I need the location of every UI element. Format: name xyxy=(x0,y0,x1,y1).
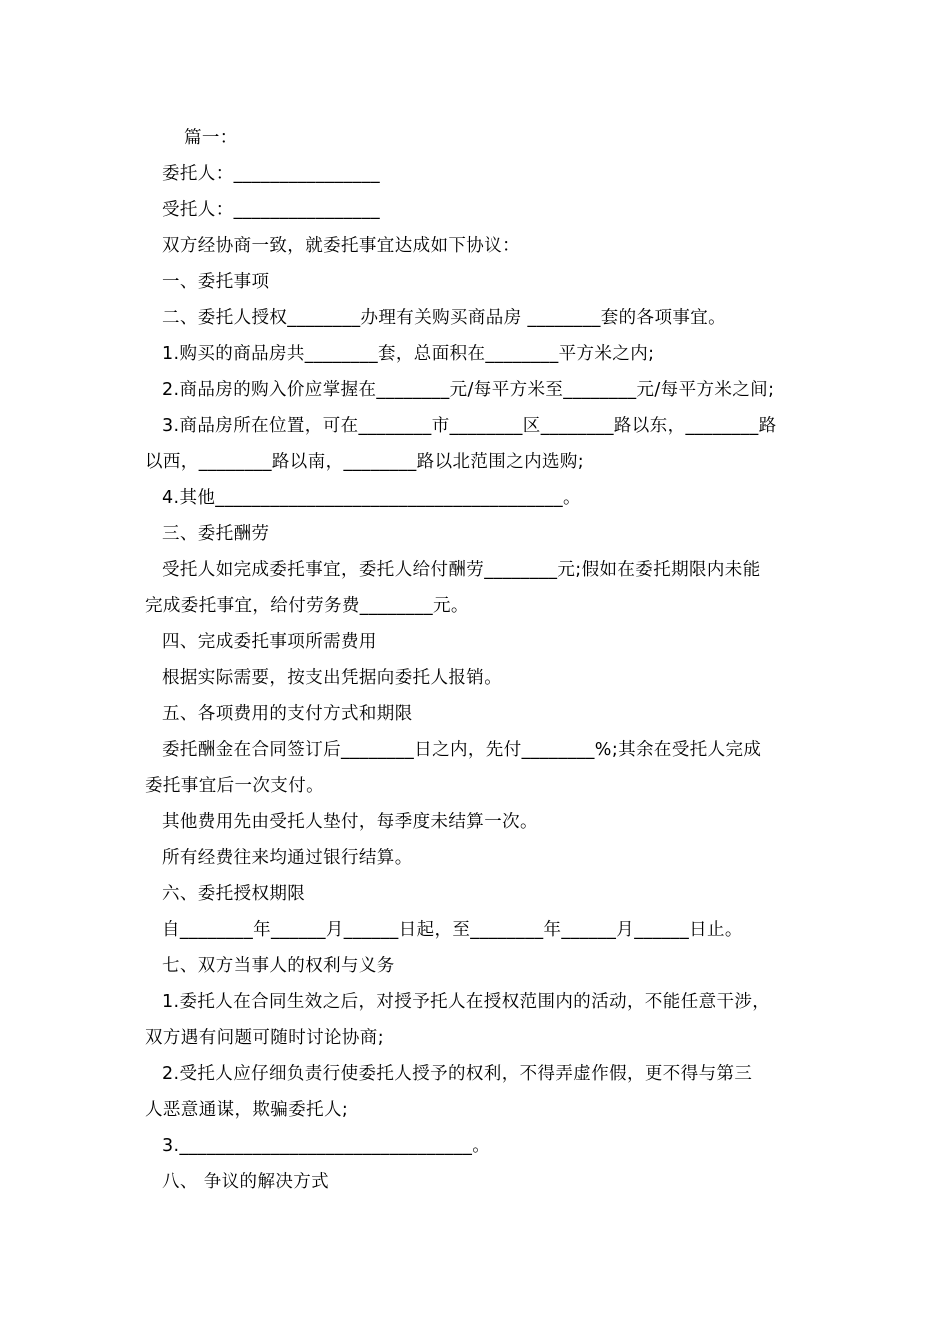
clause-text: 二、委托人授权________办理有关购买商品房 ________套的各项事宜。 xyxy=(162,308,727,328)
clause-item-3: 3.商品房所在位置，可在________市________区________路以东，________路 xyxy=(162,416,777,436)
rights-item-2: 2.受托人应仔细负责行使委托人授予的权利，不得弄虚作假，更不得与第三 xyxy=(162,1064,753,1084)
agent-field-line: 受托人：________________ xyxy=(162,200,380,220)
remuneration-text: 受托人如完成委托事宜，委托人给付酬劳________元;假如在委托期限内未能 xyxy=(162,560,761,580)
heading-section-5: 五、各项费用的支付方式和期限 xyxy=(162,704,413,724)
rights-item-1-continued: 双方遇有问题可随时讨论协商; xyxy=(145,1028,384,1048)
rights-item-1: 1.委托人在合同生效之后，对授予托人在授权范围内的活动，不能任意干涉， xyxy=(162,992,771,1012)
rights-item-3: 3.________________________________。 xyxy=(162,1136,491,1156)
term-period-text: 自________年______月______日起，至________年______月______日止。 xyxy=(162,920,743,940)
principal-field-line: 委托人：________________ xyxy=(162,164,380,184)
heading-section-7: 七、双方当事人的权利与义务 xyxy=(162,956,395,976)
other-expenses-text: 其他费用先由受托人垫付，每季度未结算一次。 xyxy=(162,812,538,832)
heading-section-6: 六、委托授权期限 xyxy=(162,884,306,904)
heading-section-1: 一、委托事项 xyxy=(162,272,270,292)
heading-section-3: 三、委托酬劳 xyxy=(162,524,270,544)
bank-settlement-text: 所有经费往来均通过银行结算。 xyxy=(162,848,413,868)
agreement-intro: 双方经协商一致，就委托事宜达成如下协议： xyxy=(162,236,520,256)
clause-item-3-continued: 以西，________路以南，________路以北范围之内选购; xyxy=(145,452,585,472)
heading-section-8: 八、 争议的解决方式 xyxy=(162,1172,330,1192)
rights-item-2-continued: 人恶意通谋，欺骗委托人; xyxy=(145,1100,349,1120)
payment-text-continued: 委托事宜后一次支付。 xyxy=(145,776,324,796)
expenses-text: 根据实际需要，按支出凭据向委托人报销。 xyxy=(162,668,503,688)
clause-item-2: 2.商品房的购入价应掌握在________元/每平方米至________元/每平方米之间; xyxy=(162,380,775,400)
remuneration-text-continued: 完成委托事宜，给付劳务费________元。 xyxy=(145,596,469,616)
heading-section-4: 四、完成委托事项所需费用 xyxy=(162,632,377,652)
payment-text: 委托酬金在合同签订后________日之内，先付________%;其余在受托人完成 xyxy=(162,740,762,760)
section-label: 篇一： xyxy=(184,128,238,148)
clause-item-1: 1.购买的商品房共________套，总面积在________平方米之内; xyxy=(162,344,655,364)
clause-item-4: 4.其他______________________________________。 xyxy=(162,488,581,508)
